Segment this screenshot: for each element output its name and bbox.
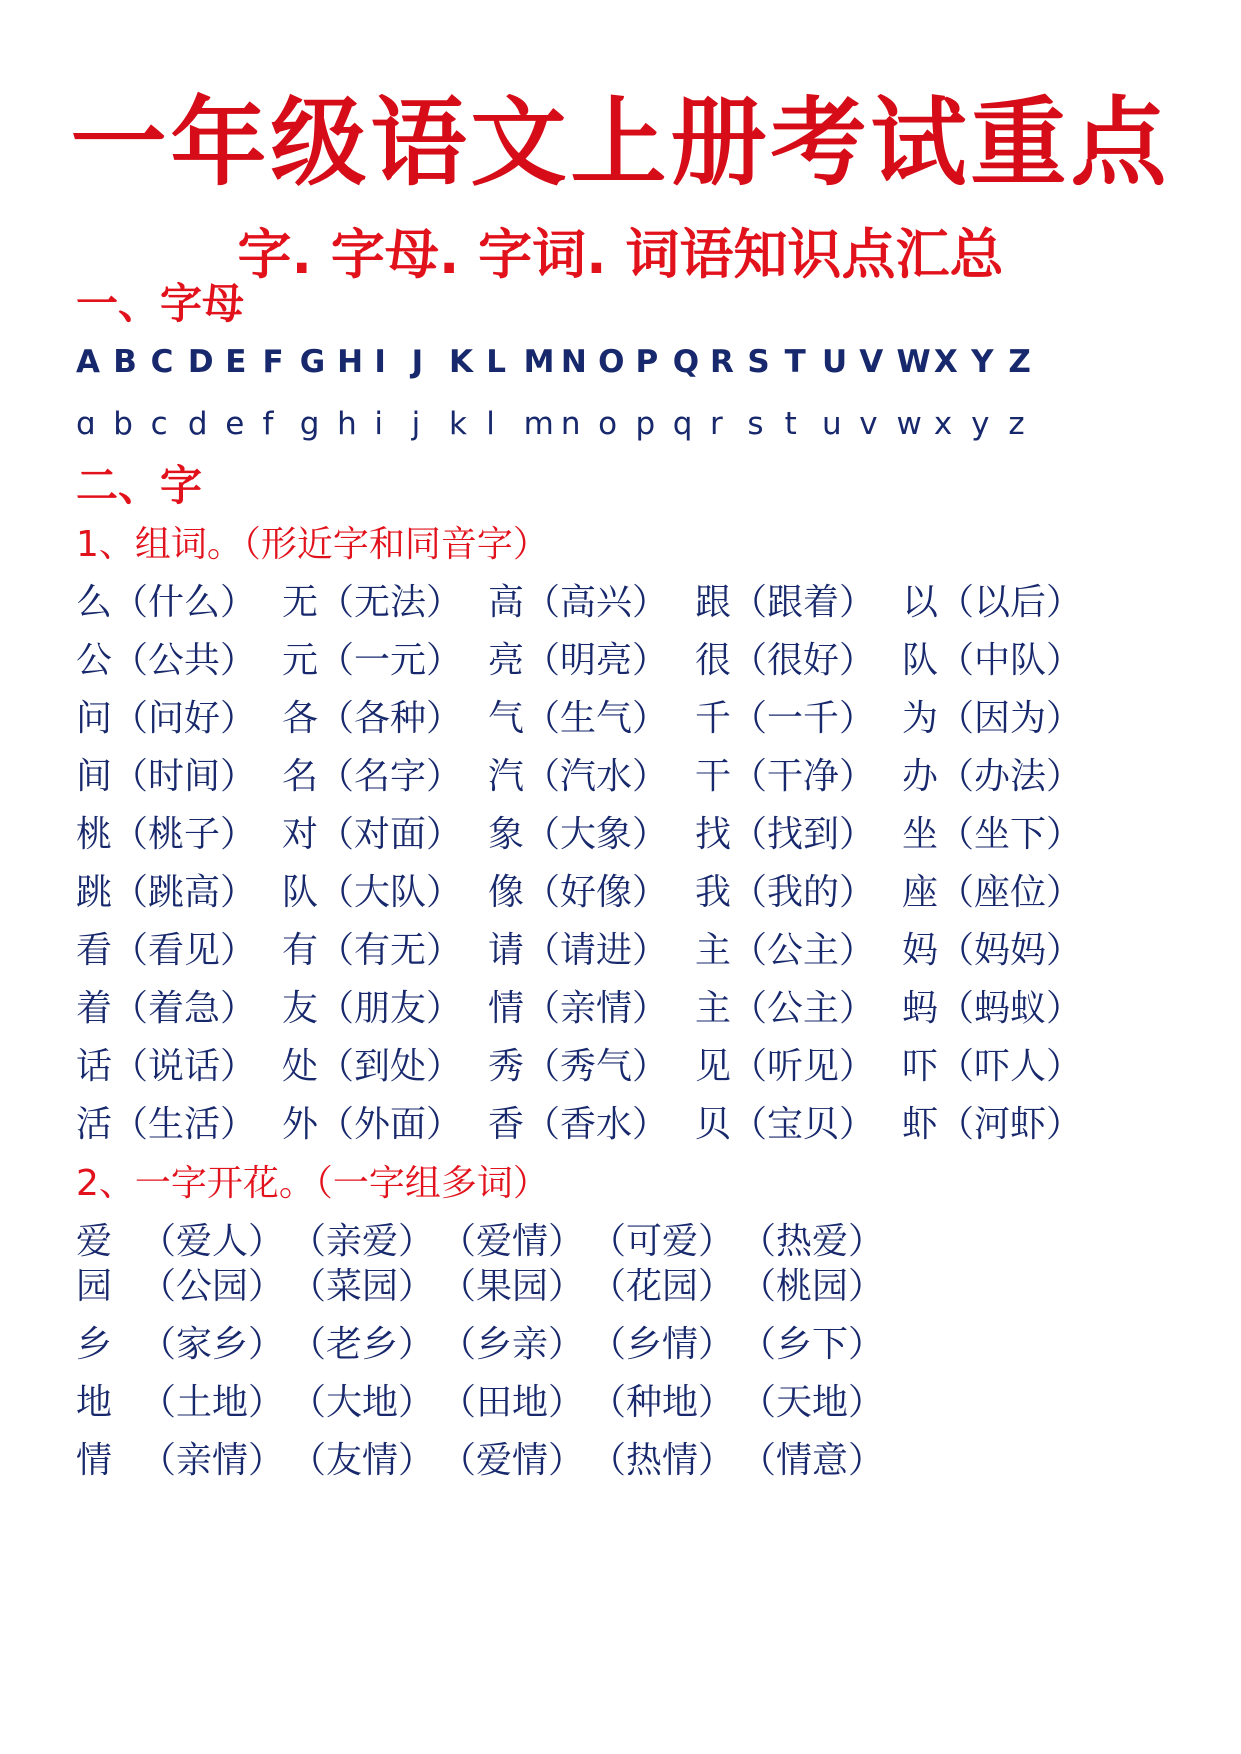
lowercase-letter: v bbox=[859, 406, 878, 442]
lowercase-letter: x bbox=[933, 406, 953, 442]
compound-word: （田地） bbox=[440, 1382, 585, 1423]
word-entry: 看（看见） bbox=[76, 930, 257, 971]
word-entry: 活（生活） bbox=[76, 1104, 257, 1145]
lowercase-letters bbox=[76, 402, 1046, 446]
uppercase-letter: D bbox=[187, 344, 214, 380]
word-entry: 座（座位） bbox=[902, 872, 1083, 913]
uppercase-letter: U bbox=[821, 344, 848, 380]
compound-word: （友情） bbox=[290, 1440, 435, 1481]
compound-word: （果园） bbox=[440, 1266, 585, 1307]
compound-word: （大地） bbox=[290, 1382, 435, 1423]
compound-word: （爱情） bbox=[440, 1440, 585, 1481]
section-heading-letters: 一、字母 bbox=[76, 279, 245, 328]
word-entry: 办（办法） bbox=[902, 756, 1083, 797]
lowercase-letter: f bbox=[262, 406, 274, 442]
word-entry: 元（一元） bbox=[282, 640, 463, 681]
compound-word: （乡下） bbox=[740, 1324, 885, 1365]
uppercase-letter: G bbox=[299, 344, 326, 380]
word-entry: 处（到处） bbox=[282, 1046, 463, 1087]
word-entry: 吓（吓人） bbox=[902, 1046, 1083, 1087]
head-character: 园 bbox=[76, 1266, 113, 1307]
word-entry: 着（着急） bbox=[76, 988, 257, 1029]
uppercase-letter: R bbox=[710, 344, 734, 380]
uppercase-letter: W bbox=[896, 344, 931, 380]
lowercase-letter: i bbox=[374, 406, 383, 442]
compound-word: （家乡） bbox=[140, 1324, 285, 1365]
compound-word: （热爱） bbox=[740, 1221, 885, 1262]
page-subtitle: 字. 字母. 字词. 词语知识点汇总 bbox=[237, 223, 1004, 286]
lowercase-letter: y bbox=[971, 406, 990, 442]
lowercase-letter: b bbox=[113, 406, 133, 442]
word-entry: 友（朋友） bbox=[282, 988, 463, 1029]
uppercase-letter: M bbox=[523, 344, 555, 380]
uppercase-letter: V bbox=[859, 344, 884, 380]
lowercase-letter: z bbox=[1008, 406, 1025, 442]
uppercase-letters bbox=[76, 340, 1046, 384]
word-entry: 主（公主） bbox=[695, 930, 876, 971]
word-entry: 主（公主） bbox=[695, 988, 876, 1029]
compound-word: （菜园） bbox=[290, 1266, 435, 1307]
word-entry: 汽（汽水） bbox=[488, 756, 669, 797]
word-entry: 情（亲情） bbox=[488, 988, 669, 1029]
word-entry: 对（对面） bbox=[282, 814, 463, 855]
compound-word: （公园） bbox=[140, 1266, 285, 1307]
lowercase-letter: j bbox=[411, 406, 421, 442]
lowercase-letter: n bbox=[560, 406, 581, 442]
word-entry: 高（高兴） bbox=[488, 582, 669, 623]
compound-word: （爱情） bbox=[440, 1221, 585, 1262]
compound-word: （桃园） bbox=[740, 1266, 885, 1307]
word-entry: 话（说话） bbox=[76, 1046, 257, 1087]
word-entry: 气（生气） bbox=[488, 698, 669, 739]
word-entry: 以（以后） bbox=[902, 582, 1083, 623]
lowercase-letter: w bbox=[896, 406, 922, 442]
uppercase-letter: J bbox=[411, 344, 424, 380]
uppercase-letter: O bbox=[598, 344, 625, 380]
lowercase-letter: g bbox=[299, 406, 320, 442]
lowercase-letter: o bbox=[598, 406, 618, 442]
word-entry: 无（无法） bbox=[282, 582, 463, 623]
word-entry: 跟（跟着） bbox=[695, 582, 876, 623]
lowercase-letter: k bbox=[448, 406, 467, 442]
head-character: 地 bbox=[76, 1382, 113, 1423]
word-entry: 亮（明亮） bbox=[488, 640, 669, 681]
word-entry: 各（各种） bbox=[282, 698, 463, 739]
word-entry: 坐（坐下） bbox=[902, 814, 1083, 855]
lowercase-letter: q bbox=[672, 406, 693, 442]
uppercase-letter: X bbox=[933, 344, 958, 380]
lowercase-letter: l bbox=[486, 406, 495, 442]
uppercase-letter: C bbox=[150, 344, 174, 380]
word-entry: 请（请进） bbox=[488, 930, 669, 971]
lowercase-letter: d bbox=[187, 406, 208, 442]
section-heading-characters: 二、字 bbox=[76, 461, 203, 510]
word-entry: 秀（秀气） bbox=[488, 1046, 669, 1087]
word-entry: 名（名字） bbox=[282, 756, 463, 797]
word-entry: 千（一千） bbox=[695, 698, 876, 739]
uppercase-letter: I bbox=[374, 344, 386, 380]
compound-word: （可爱） bbox=[590, 1221, 735, 1262]
word-entry: 队（中队） bbox=[902, 640, 1083, 681]
lowercase-letter: h bbox=[337, 406, 357, 442]
uppercase-letter: Q bbox=[672, 344, 700, 380]
lowercase-letter: t bbox=[784, 406, 797, 442]
uppercase-letter: F bbox=[262, 344, 284, 380]
subsection-heading-one-char-many-words: 2、一字开花。（一字组多词） bbox=[76, 1163, 549, 1204]
word-entry: 间（时间） bbox=[76, 756, 257, 797]
uppercase-letter: P bbox=[635, 344, 659, 380]
compound-word: （花园） bbox=[590, 1266, 735, 1307]
word-entry: 象（大象） bbox=[488, 814, 669, 855]
lowercase-letter: p bbox=[635, 406, 656, 442]
word-entry: 队（大队） bbox=[282, 872, 463, 913]
lowercase-letter: r bbox=[710, 406, 723, 442]
compound-word: （爱人） bbox=[140, 1221, 285, 1262]
head-character: 情 bbox=[76, 1440, 113, 1481]
lowercase-letter: u bbox=[821, 406, 842, 442]
uppercase-letter: S bbox=[747, 344, 770, 380]
word-entry: 么（什么） bbox=[76, 582, 257, 623]
uppercase-letter: B bbox=[113, 344, 137, 380]
compound-word: （乡亲） bbox=[440, 1324, 585, 1365]
word-entry: 见（听见） bbox=[695, 1046, 876, 1087]
word-entry: 公（公共） bbox=[76, 640, 257, 681]
head-character: 爱 bbox=[76, 1221, 113, 1262]
subsection-heading-word-forming: 1、组词。（形近字和同音字） bbox=[76, 524, 549, 565]
lowercase-letter: e bbox=[225, 406, 245, 442]
word-entry: 跳（跳高） bbox=[76, 872, 257, 913]
word-entry: 很（很好） bbox=[695, 640, 876, 681]
uppercase-letter: K bbox=[448, 344, 473, 380]
compound-word: （乡情） bbox=[590, 1324, 735, 1365]
lowercase-letter: m bbox=[523, 406, 554, 442]
word-entry: 妈（妈妈） bbox=[902, 930, 1083, 971]
word-entry: 蚂（蚂蚁） bbox=[902, 988, 1083, 1029]
word-entry: 外（外面） bbox=[282, 1104, 463, 1145]
word-entry: 香（香水） bbox=[488, 1104, 669, 1145]
compound-word: （情意） bbox=[740, 1440, 885, 1481]
compound-word: （亲爱） bbox=[290, 1221, 435, 1262]
word-entry: 为（因为） bbox=[902, 698, 1083, 739]
lowercase-letter: s bbox=[747, 406, 764, 442]
uppercase-letter: Y bbox=[971, 344, 994, 380]
uppercase-letter: L bbox=[486, 344, 507, 380]
compound-word: （热情） bbox=[590, 1440, 735, 1481]
uppercase-letter: H bbox=[337, 344, 364, 380]
word-entry: 像（好像） bbox=[488, 872, 669, 913]
word-entry: 桃（桃子） bbox=[76, 814, 257, 855]
compound-word: （土地） bbox=[140, 1382, 285, 1423]
uppercase-letter: A bbox=[76, 344, 100, 380]
word-entry: 有（有无） bbox=[282, 930, 463, 971]
compound-word: （种地） bbox=[590, 1382, 735, 1423]
word-entry: 找（找到） bbox=[695, 814, 876, 855]
lowercase-letter: ɑ bbox=[76, 406, 96, 442]
word-entry: 虾（河虾） bbox=[902, 1104, 1083, 1145]
word-entry: 我（我的） bbox=[695, 872, 876, 913]
uppercase-letter: Z bbox=[1008, 344, 1031, 380]
compound-word: （亲情） bbox=[140, 1440, 285, 1481]
compound-word: （天地） bbox=[740, 1382, 885, 1423]
word-entry: 贝（宝贝） bbox=[695, 1104, 876, 1145]
head-character: 乡 bbox=[76, 1324, 113, 1365]
compound-word: （老乡） bbox=[290, 1324, 435, 1365]
lowercase-letter: c bbox=[150, 406, 168, 442]
uppercase-letter: E bbox=[225, 344, 247, 380]
word-entry: 问（问好） bbox=[76, 698, 257, 739]
uppercase-letter: T bbox=[784, 344, 806, 380]
word-entry: 干（干净） bbox=[695, 756, 876, 797]
page-title: 一年级语文上册考试重点 bbox=[70, 87, 1171, 199]
uppercase-letter: N bbox=[560, 344, 587, 380]
